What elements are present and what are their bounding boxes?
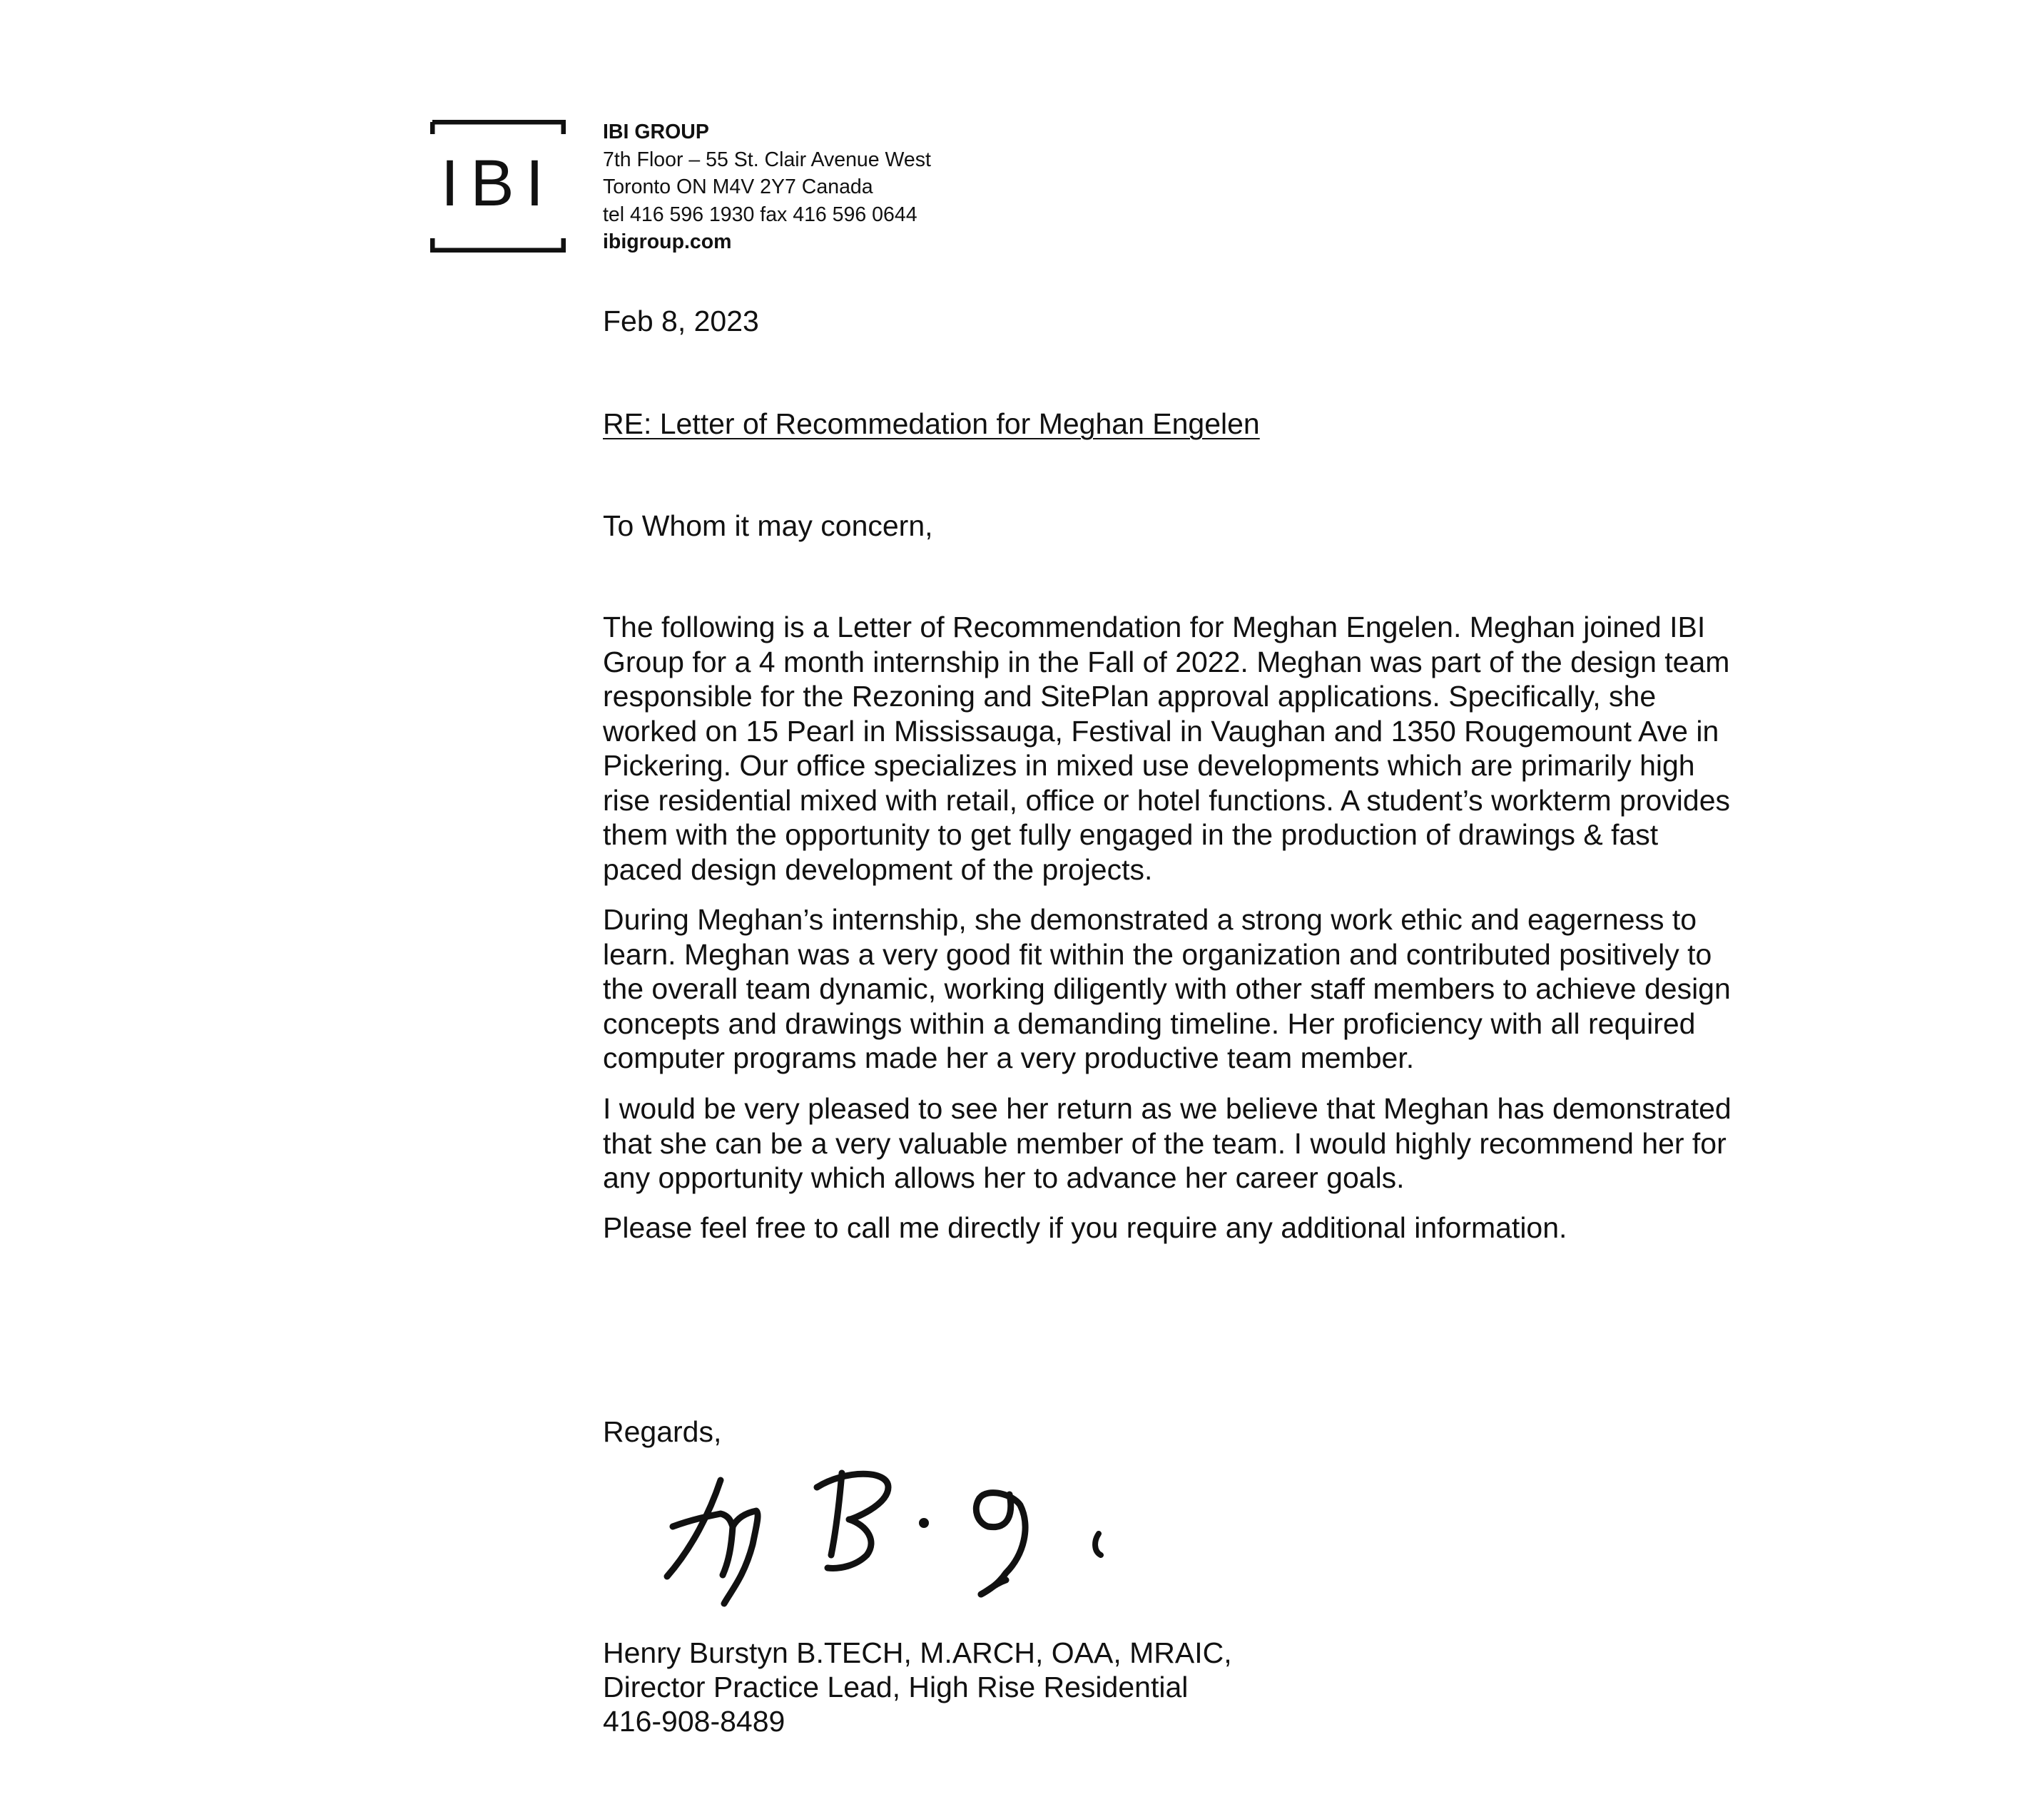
closing: Regards, — [603, 1415, 722, 1448]
body-paragraph — [603, 1211, 1567, 1245]
signature-block — [603, 1636, 1232, 1738]
body-paragraph — [603, 1091, 1732, 1196]
letter-date: Feb 8, 2023 — [603, 305, 759, 337]
paragraph-line: the overall team dynamic, working diligently with other staff members to achieve design — [603, 972, 1731, 1005]
company-name: IBI GROUP — [603, 121, 709, 143]
signer-phone[interactable]: 416-908-8489 — [603, 1705, 785, 1738]
paragraph-line: Pickering. Our office specializes in mixed use developments which are primarily high — [603, 749, 1695, 782]
signer-name: Henry Burstyn B.TECH, M.ARCH, OAA, MRAIC, — [603, 1636, 1232, 1669]
address-line: 7th Floor – 55 St. Clair Avenue West — [603, 148, 931, 171]
website-link[interactable]: ibigroup.com — [603, 230, 732, 254]
signer-title: Director Practice Lead, High Rise Residential — [603, 1671, 1189, 1703]
body-paragraph — [603, 610, 1730, 887]
paragraph-line: rise residential mixed with retail, office or hotel functions. A student’s workterm provides — [603, 783, 1731, 817]
address-line: Toronto ON M4V 2Y7 Canada — [603, 175, 873, 199]
paragraph-line: worked on 15 Pearl in Mississauga, Festival in Vaughan and 1350 Rougemount Ave in — [603, 714, 1719, 748]
salutation: To Whom it may concern, — [603, 509, 933, 542]
paragraph-line: During Meghan’s internship, she demonstrated a strong work ethic and eagerness to — [603, 903, 1697, 936]
body-paragraph — [603, 902, 1731, 1076]
handwritten-signature — [653, 1448, 1166, 1619]
letterhead-address — [603, 118, 931, 256]
paragraph-line: that she can be a very valuable member of the team. I would highly recommend her for — [603, 1126, 1727, 1160]
paragraph-line: Group for a 4 month internship in the Fall of 2022. Meghan was part of the design team — [603, 645, 1730, 678]
logo-text: IBI — [440, 147, 556, 220]
paragraph-line: computer programs made her a very productive team member. — [603, 1041, 1415, 1074]
paragraph-line: them with the opportunity to get fully engaged in the production of drawings & fast — [603, 818, 1659, 851]
paragraph-line: I would be very pleased to see her return as we believe that Meghan has demonstrated — [603, 1092, 1732, 1125]
ibi-logo — [430, 120, 566, 253]
letter-subject: RE: Letter of Recommedation for Meghan Engelen — [603, 407, 1260, 440]
paragraph-line: learn. Meghan was a very good fit within the organization and contributed positively to — [603, 937, 1712, 971]
contact-line: tel 416 596 1930 fax 416 596 0644 — [603, 203, 917, 226]
paragraph-line: Please feel free to call me directly if you require any additional information. — [603, 1211, 1567, 1244]
paragraph-line: any opportunity which allows her to advance her career goals. — [603, 1161, 1405, 1194]
paragraph-line: concepts and drawings within a demanding timeline. Her proficiency with all required — [603, 1007, 1696, 1040]
paragraph-line: The following is a Letter of Recommendation for Meghan Engelen. Meghan joined IBI — [603, 611, 1706, 643]
paragraph-line: paced design development of the projects. — [603, 852, 1153, 886]
paragraph-line: responsible for the Rezoning and SitePlan approval applications. Specifically, she — [603, 680, 1657, 713]
